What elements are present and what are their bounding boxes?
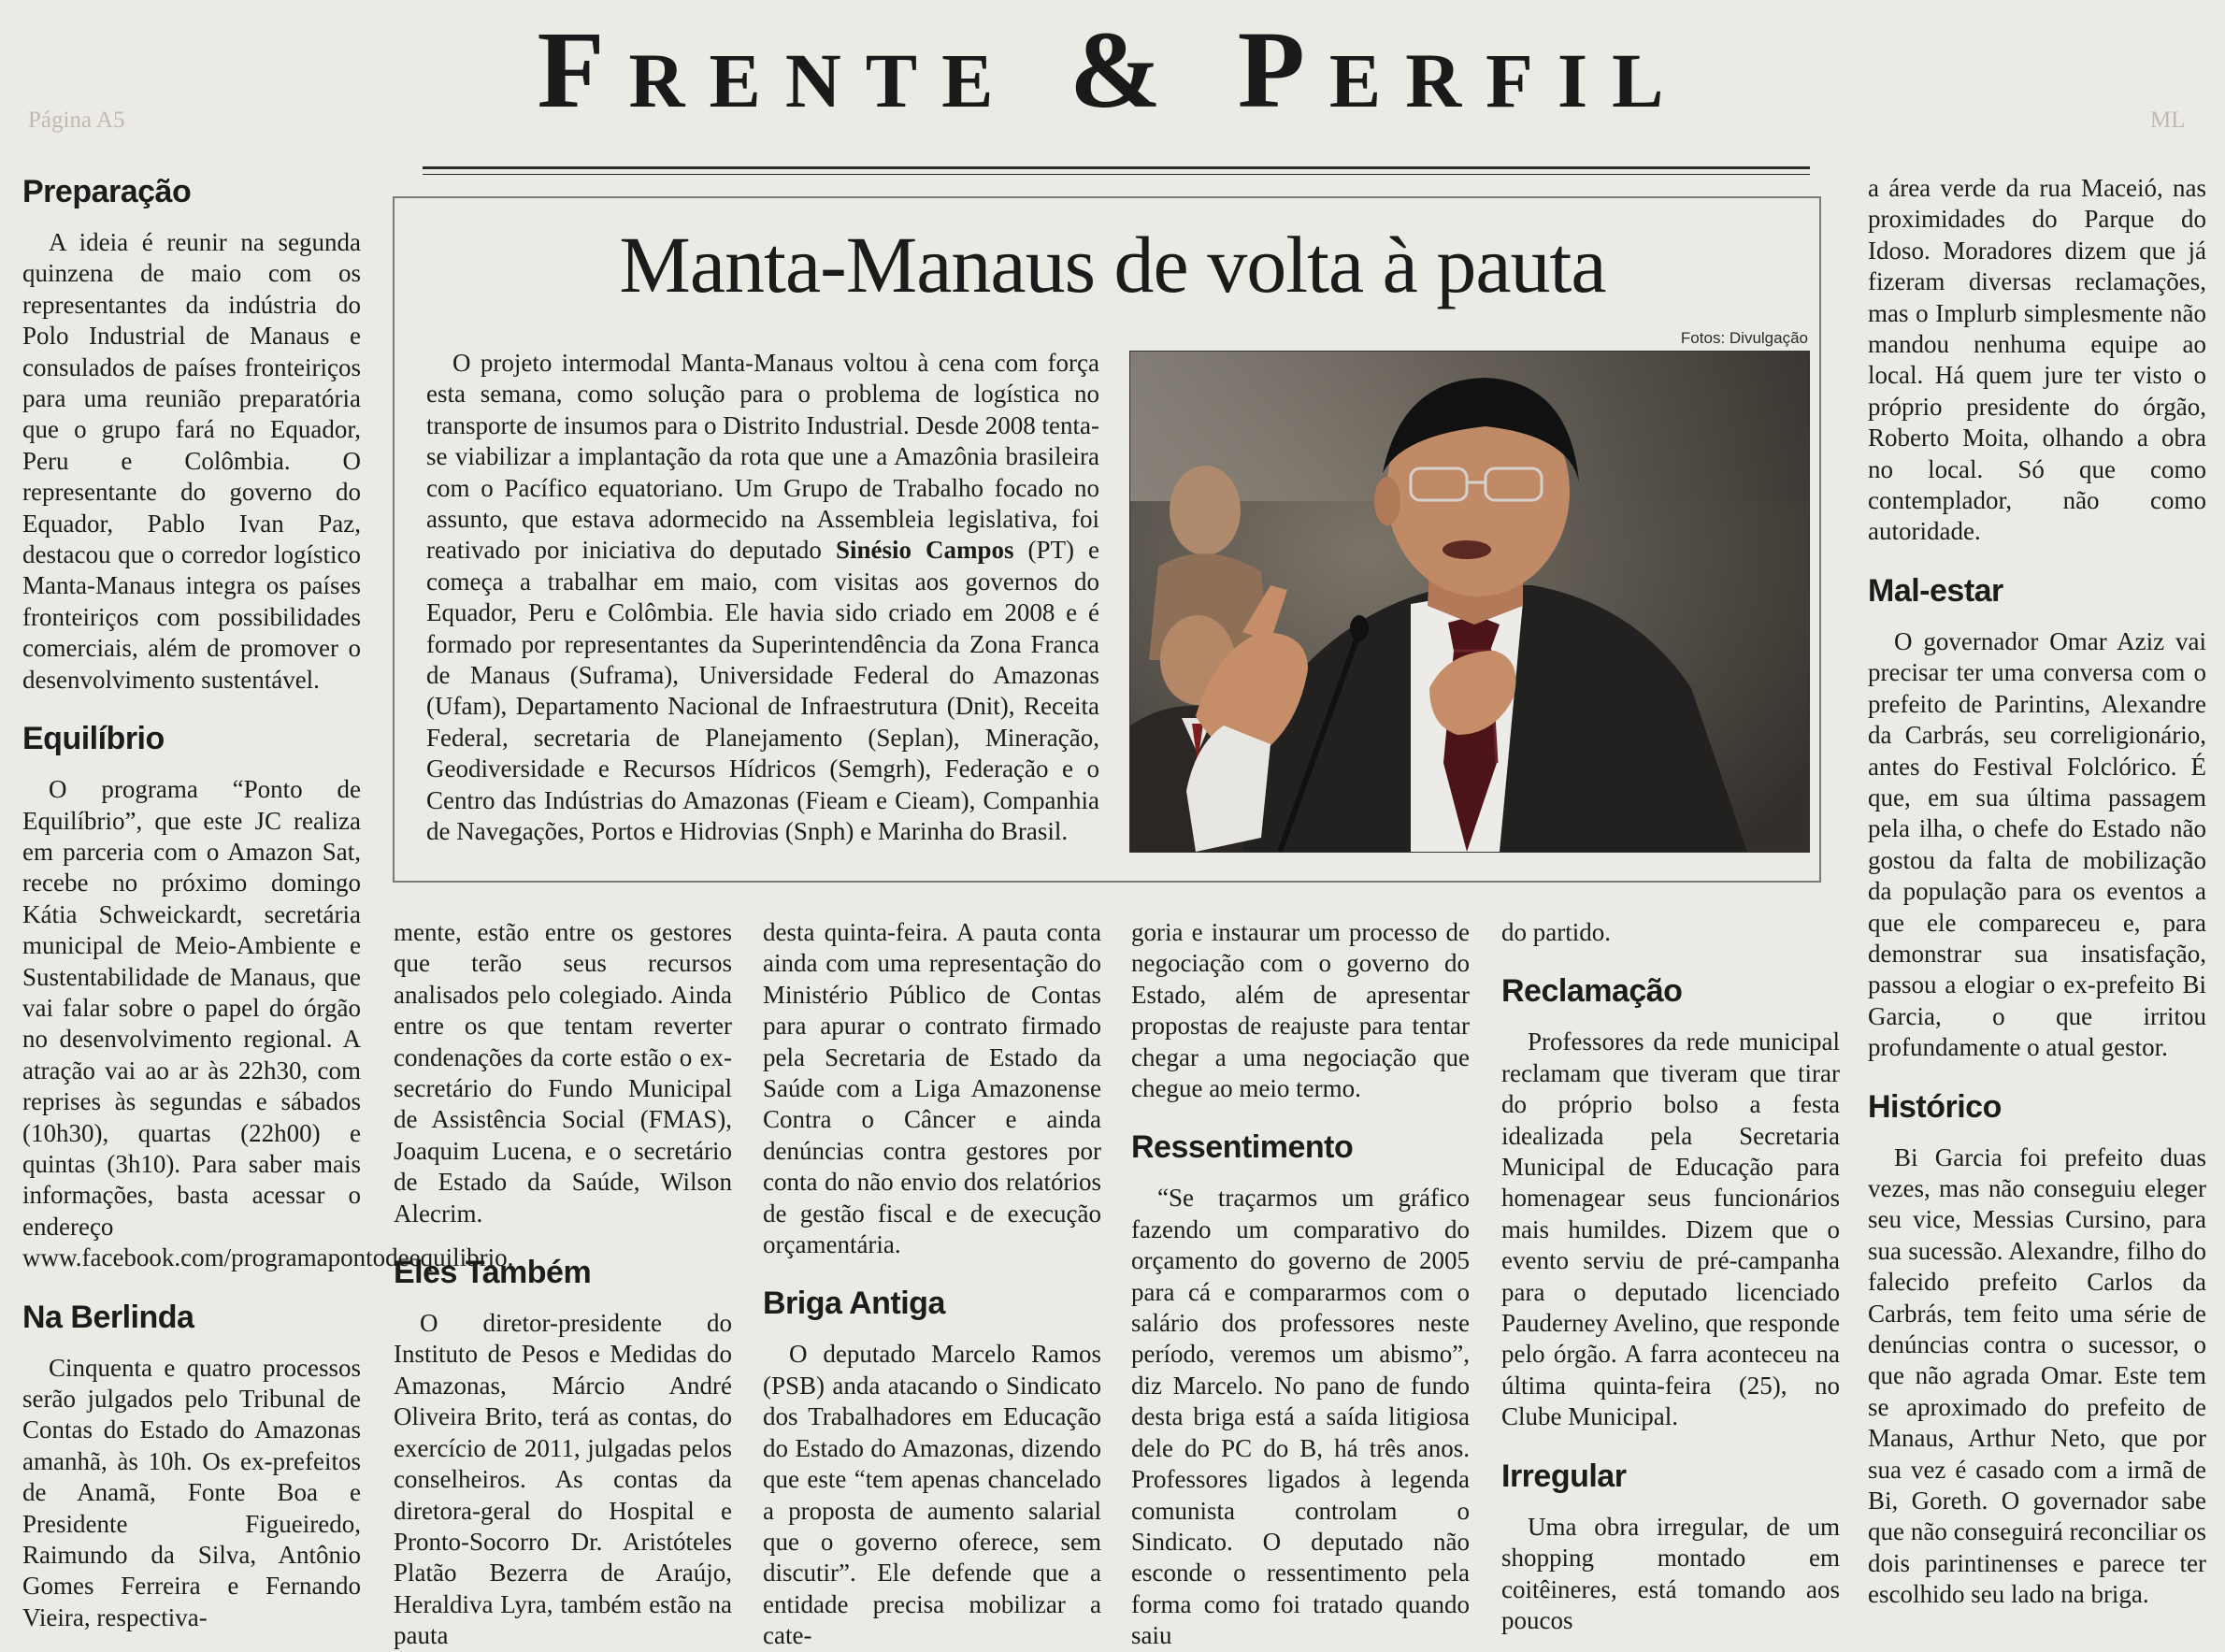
bleedthrough-text: ML	[2150, 108, 2186, 133]
section-heading: Histórico	[1868, 1088, 2002, 1125]
lead-text: (PT) e começa a trabalhar em maio, com visitas aos governos do Equador, Peru e Colômbia. Ele havia sido criado em 2008 e é formado por representantes da Superintendência da Zona Franca de Manaus (Suframa), Universidade Federal do Amazonas (Ufam), Departamento Nacional de Infraestrutura (Dnit), Receita Federal, secretaria de Planejamento (Seplan), Mineração, Geodiversidade e Recursos Hídricos (Semgrh), Federação e o Centro das Indústrias do Amazonas (Fieam e Cieam), Companhia de Navegações, Portos e Hidrovias (Snph) e Marinha do Brasil.	[426, 536, 1099, 846]
photo-credit: Fotos: Divulgação	[1680, 329, 1808, 347]
lead-name: Sinésio Campos	[835, 536, 1014, 565]
column-paragraph: Uma obra irregular, de um shopping montado em coitêineres, está tomando aos poucos	[1501, 1512, 1840, 1634]
column-paragraph: O diretor-presidente do Instituto de Pesos e Medidas do Amazonas, Márcio André Oliveira Brito, terá as contas, do exercício de 2011, julgadas pelos conselheiros. As contas da diretora-geral do Hospital e Pronto-Socorro Dr. Aristóteles Platão Bezerra de Araújo, Heraldiva Lyra, também estão na pauta	[394, 1309, 732, 1650]
section-heading: Briga Antiga	[763, 1286, 945, 1322]
column-4	[1131, 917, 1470, 1652]
lead-text: O projeto intermodal Manta-Manaus voltou à cena com força esta semana, como solução para o problema de logística no transporte de insumos para o Distrito Industrial. Desde 2008 tenta-se viabilizar a implantação da rota que une a Amazônia brasileira com o Pacífico equatoriano. Um Grupo de Trabalho focado no assunto, que estava adormecido na Assembleia legislativa, foi reativado por iniciativa do deputado	[426, 349, 1099, 565]
column-5	[1501, 917, 1840, 1636]
column-paragraph: a área verde da rua Maceió, nas proximidades do Parque do Idoso. Moradores dizem que já fizeram diversas reclamações, mas o Implurb simplesmente não mandou nenhuma equipe ao local. Há quem jure ter visto o próprio presidente do órgão, Roberto Moita, olhando a obra no local. Só que como contemplador, não como autoridade.	[1868, 174, 2206, 546]
bleedthrough-text: Página A5	[28, 108, 125, 133]
section-heading: Mal-estar	[1868, 572, 2003, 609]
headline-rule	[423, 174, 1810, 175]
lead-paragraph	[426, 348, 1099, 848]
section-heading: Na Berlinda	[22, 1299, 194, 1335]
section-heading: Reclamação	[1501, 973, 1683, 1010]
column-paragraph: O deputado Marcelo Ramos (PSB) anda atacando o Sindicato dos Trabalhadores em Educação do Estado do Amazonas, dizendo que este “tem apenas chancelado a proposta de aumento salarial que o governo oferece, sem discutir”. Ele defende que a entidade precisa mobilizar a cate-	[763, 1340, 1101, 1650]
column-paragraph: O programa “Ponto de Equilíbrio”, que este JC realiza em parceria com o Amazon Sat, recebe no próximo domingo Kátia Schweickardt, secretária municipal de Meio-Ambiente e Sustentabilidade de Manaus, que vai falar sobre o papel do órgão no desenvolvimento regional. A atração vai ao ar às 22h30, com reprises às segundas e sábados (10h30), quartas (22h00) e quintas (3h10). Para saber mais informações, basta acessar o endereço www.facebook.com/programapontodeequilibrio.	[22, 775, 514, 1272]
section-heading: Irregular	[1501, 1458, 1627, 1494]
column-3	[763, 917, 1101, 1652]
column-6	[1868, 173, 2206, 1611]
speaker-photo-illustration	[1130, 352, 1809, 852]
column-paragraph: Bi Garcia foi prefeito duas vezes, mas não conseguiu eleger seu vice, Messias Cursino, para sua sucessão. Alexandre, filho do falecido prefeito Carlos da Carbrás, tem feito uma série de denúncias contra o sucessor, o que não agrada Omar. Este tem se aproximado do prefeito de Manaus, Arthur Neto, que por sua vez é casado com a irmã de Bi, Goreth. O governador sabe que não conseguirá reconciliar os dois parintinenses e parece ter escolhido seu lado na briga.	[1868, 1142, 2206, 1609]
column-2	[394, 917, 732, 1652]
section-heading: Ressentimento	[1131, 1129, 1354, 1166]
speaker-photo	[1129, 351, 1810, 853]
lead-article	[426, 348, 1099, 848]
column-paragraph: mente, estão entre os gestores que terão seus recursos analisados pelo colegiado. Ainda entre os que tentam reverter condenações da corte estão o ex-secretário do Fundo Municipal de Assistência Social (FMAS), Joaquim Lucena, e o secretário de Estado da Saúde, Wilson Alecrim.	[394, 918, 732, 1228]
section-heading: Equilíbrio	[22, 721, 165, 757]
section-heading: Eles Também	[394, 1255, 592, 1291]
column-paragraph: goria e instaurar um processo de negociação com o governo do Estado, além de apresentar propostas de reajuste para tentar chegar a uma negociação que chegue ao meio termo.	[1131, 918, 1470, 1103]
headline-rule	[423, 166, 1810, 169]
section-masthead: Frente & Perfil	[537, 8, 1688, 131]
column-paragraph: Professores da rede municipal reclamam que tiveram que tirar do próprio bolso a festa idealizada pela Secretaria Municipal de Educação para homenagear seus funcionários mais humildes. Dizem que o evento serviu de pré-campanha para o deputado licenciado Pauderney Avelino, que responde pelo órgão. A farra aconteceu na última quinta-feira (25), no Clube Municipal.	[1501, 1027, 1840, 1431]
column-paragraph: do partido.	[1501, 918, 1611, 946]
column-paragraph: O governador Omar Aziz vai precisar ter uma conversa com o prefeito de Parintins, Alexandre da Carbrás, seu correligionário, antes do Festival Folclórico. É que, em sua última passagem pela ilha, o chefe do Estado não gostou da falta de mobilização da população para os eventos a que ele compareceu e, para demonstrar sua insatisfação, passou a elogiar o ex-prefeito Bi Garcia, o que irritou profundamente o atual gestor.	[1868, 626, 2206, 1062]
column-paragraph: A ideia é reunir na segunda quinzena de maio com os representantes da indústria do Polo Industrial de Manaus e consulados de países fronteiriços para uma reunião preparatória que o grupo fará no Equador, Peru e Colômbia. O representante do governo do Equador, Pablo Ivan Paz, destacou que o corredor logístico Manta-Manaus integra os países fronteiriços com possibilidades comerciais, além de promover o desenvolvimento sustentável.	[22, 228, 361, 694]
headline: Manta-Manaus de volta à pauta	[619, 220, 1606, 309]
column-paragraph: desta quinta-feira. A pauta conta ainda com uma representação do Ministério Público de Contas para apurar o contrato firmado pela Secretaria de Estado da Saúde com a Liga Amazonense Contra o Câncer e ainda denúncias contra gestores por conta do não envio dos relatórios de gestão fiscal e de execução orçamentária.	[763, 918, 1101, 1259]
section-heading: Preparação	[22, 174, 192, 209]
column-paragraph: “Se traçarmos um gráfico fazendo um comparativo do orçamento do governo de 2005 para cá e compararmos com o salário dos professores neste período, veremos um abismo”, diz Marcelo. No pano de fundo desta briga está a saída litigiosa dele do PC do B, há três anos. Professores ligados à legenda comunista controlam o Sindicato. O deputado não esconde o ressentimento pela forma como foi tratado quando saiu	[1131, 1184, 1470, 1650]
column-paragraph: Cinquenta e quatro processos serão julgados pelo Tribunal de Contas do Estado do Amazonas amanhã, às 10h. Os ex-prefeitos de Anamã, Fonte Boa e Presidente Figueiredo, Raimundo da Silva, Antônio Gomes Ferreira e Fernando Vieira, respectiva-	[22, 1353, 361, 1631]
